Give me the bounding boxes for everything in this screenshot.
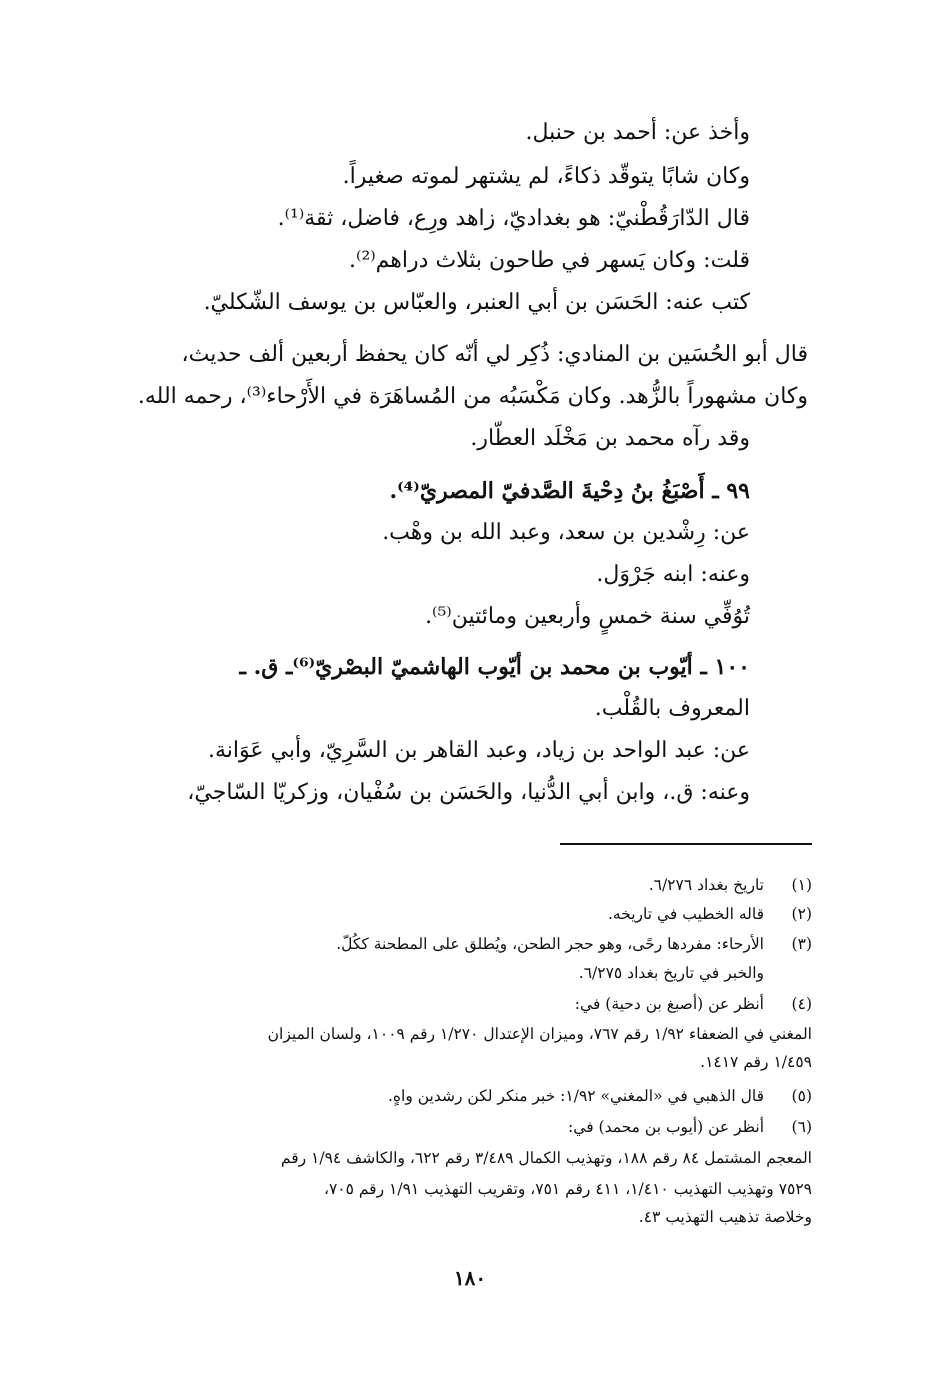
footnote-number: (٤) <box>791 995 812 1013</box>
text-line: كتب عنه: الحَسَن بن أبي العنبر، والعبّاس بن يوسف الشّكليّ. <box>203 290 750 315</box>
footnote-text: أنظر عن (أيوب بن محمد) في: <box>568 1118 764 1136</box>
footnote-text: أنظر عن (أصبغ بن دحية) في: <box>574 995 764 1013</box>
text-line: وكان مشهوراً بالزُّهد. وكان مَكْسَبُه من المُساهَرَة في الأَرْحاء⁽³⁾، رحمه الله. <box>137 384 808 409</box>
text-line: وعنه: ق.، وابن أبي الدُّنيا، والحَسَن بن سُفْيان، وزكريّا السّاجيّ، <box>187 780 750 805</box>
footnote-number: (٢) <box>791 905 812 923</box>
footnote-text: وخلاصة تذهيب التهذيب ٤٣. <box>638 1208 812 1226</box>
footnote-text: قاله الخطيب في تاريخه. <box>608 905 764 923</box>
entry-heading-99: ٩٩ ـ أَصْبَغُ بنُ دِحْيةَ الصَّدفيّ المصريّ⁽⁴⁾. <box>389 478 750 504</box>
footnote-text: المغني في الضعفاء ١/٩٢ رقم ٧٦٧، وميزان الإعتدال ١/٢٧٠ رقم ١٠٠٩، ولسان الميزان <box>267 1025 812 1043</box>
text-line: قال أبو الحُسَين بن المنادي: ذُكِر لي أنّه كان يحفظ أربعين ألف حديث، <box>181 342 808 367</box>
footnote-text: الأرحاء: مفردها رحًى، وهو حجر الطحن، ويُطلق على المطحنة ككُلّ. <box>336 935 764 953</box>
text-line: قلت: وكان يَسهر في طاحون بثلاث دراهم⁽²⁾. <box>349 248 750 273</box>
text-line: عن: رِشْدين بن سعد، وعبد الله بن وهْب. <box>382 520 750 545</box>
text-line: تُوُفِّي سنة خمسٍ وأربعين ومائتين⁽⁵⁾. <box>425 604 750 629</box>
footnote-number: (٥) <box>791 1087 812 1105</box>
footnote-text: قال الذهبي في «المغني» ١/٩٢: خبر منكر لكن رشدين واهٍ. <box>387 1087 764 1105</box>
footnote-text: والخبر في تاريخ بغداد ٦/٢٧٥. <box>578 964 764 982</box>
page-number: ١٨٠ <box>453 1266 487 1290</box>
footnote-divider <box>560 843 812 845</box>
text-line: وعنه: ابنه جَرْوَل. <box>596 562 750 587</box>
footnote-number: (١) <box>791 876 812 894</box>
text-line: وكان شابًا يتوقّد ذكاءً، لم يشتهر لموته صغيراً. <box>342 164 750 189</box>
footnote-text: تاريخ بغداد ٦/٢٧٦. <box>648 876 764 894</box>
text-line: وأخذ عن: أحمد بن حنبل. <box>525 120 750 145</box>
footnote-text: ٧٥٢٩ وتهذيب التهذيب ١/٤١٠، ٤١١ رقم ٧٥١، وتقريب التهذيب ١/٩١ رقم ٧٠٥، <box>323 1180 812 1198</box>
footnote-text: المعجم المشتمل ٨٤ رقم ١٨٨، وتهذيب الكمال ٣/٤٨٩ رقم ٦٢٢، والكاشف ١/٩٤ رقم <box>280 1149 812 1167</box>
text-line: عن: عبد الواحد بن زياد، وعبد القاهر بن السَّرِيّ، وأبي عَوَانة. <box>208 738 750 763</box>
footnote-number: (٦) <box>791 1118 812 1136</box>
text-line: وقد رآه محمد بن مَخْلَد العطّار. <box>470 426 750 451</box>
footnote-number: (٣) <box>791 935 812 953</box>
entry-heading-100: ١٠٠ ـ أيّوب بن محمد بن أيّوب الهاشميّ البصْريّ⁽⁶⁾ـ ق. ـ <box>239 654 750 680</box>
footnote-text: ١/٤٥٩ رقم ١٤١٧. <box>700 1053 812 1071</box>
text-line: قال الدّارَقُطْنيّ: هو بغداديّ، زاهد ورِع، فاضل، ثقة⁽¹⁾. <box>277 206 750 231</box>
text-line: المعروف بالقُلْب. <box>594 696 750 721</box>
